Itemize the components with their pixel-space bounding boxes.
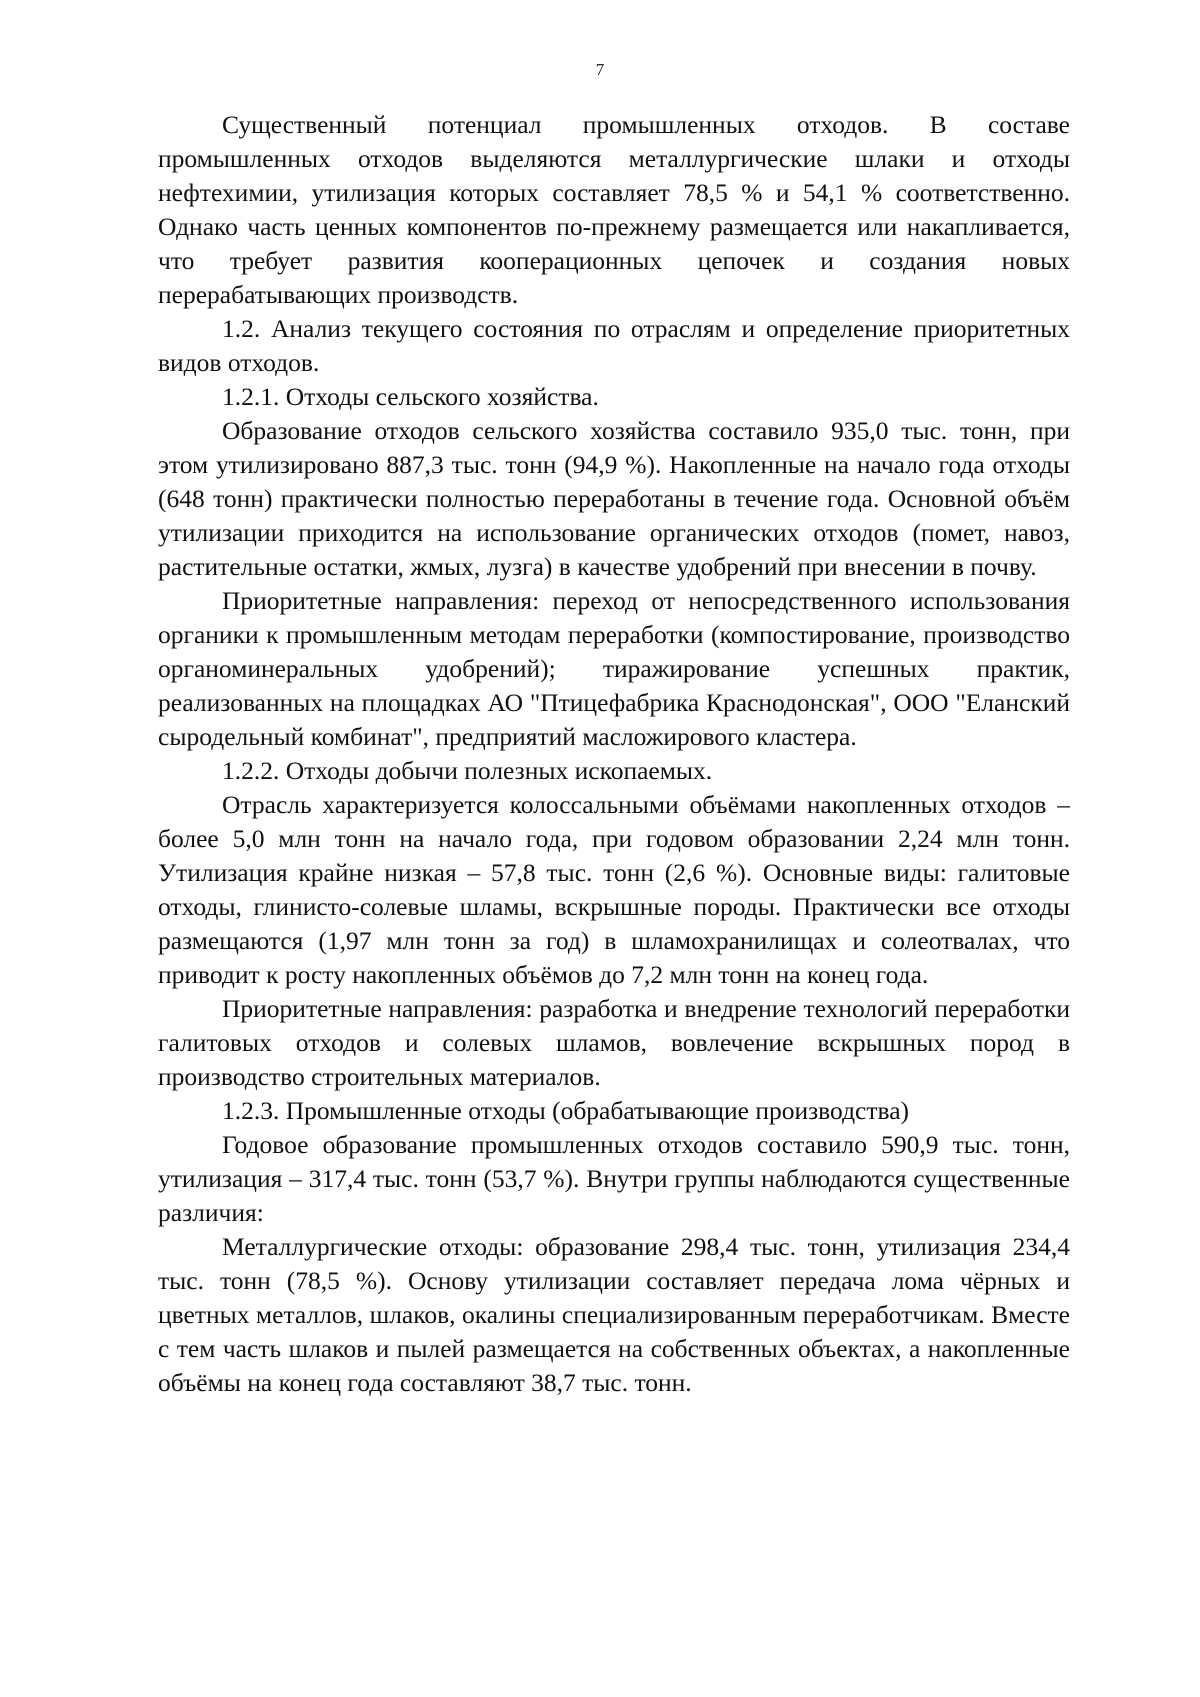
paragraph-metallurgical-waste: Металлургические отходы: образование 298,4 тыс. тонн, утилизация 234,4 тыс. тонн (78,5 %). Основу утилизации составляет передача лома чёрных и цветных металлов, шлаков, окалины специализированным переработчикам. Вместе с тем часть шлаков и пылей размещается на собственных объектах, а накопленные объёмы на конец года составляют 38,7 тыс. тонн. (158, 1232, 1070, 1397)
paragraph-mining-priorities: Приоритетные направления: разработка и внедрение технологий переработки галитовых отходов и солевых шламов, вовлечение вскрышных пород в производство строительных материалов. (158, 994, 1070, 1091)
section-heading-1-2-3: 1.2.3. Промышленные отходы (обрабатывающие производства) (222, 1096, 910, 1125)
paragraph-mining-waste: Отрасль характеризуется колоссальными объёмами накопленных отходов – более 5,0 млн тонн на начало года, при годовом образовании 2,24 млн тонн. Утилизация крайне низкая – 57,8 тыс. тонн (2,6 %). Основные виды: галитовые отходы, глинисто-солевые шламы, вскрышные породы. Практически все отходы размещаются (1,97 млн тонн за год) в шламохранилищах и солеотвалах, что приводит к росту накопленных объёмов до 7,2 млн тонн на конец года. (158, 790, 1070, 989)
paragraph-industrial-waste: Годовое образование промышленных отходов составило 590,9 тыс. тонн, утилизация – 317,4 тыс. тонн (53,7 %). Внутри группы наблюдаются существенные различия: (158, 1130, 1070, 1227)
section-heading-1-2-2: 1.2.2. Отходы добычи полезных ископаемых. (222, 756, 713, 785)
section-heading-1-2-1: 1.2.1. Отходы сельского хозяйства. (222, 382, 599, 411)
paragraph-agriculture-waste: Образование отходов сельского хозяйства составило 935,0 тыс. тонн, при этом утилизировано 887,3 тыс. тонн (94,9 %). Накопленные на начало года отходы (648 тонн) практически полностью переработаны в течение года. Основной объём утилизации приходится на использование органических отходов (помет, навоз, растительные остатки, жмых, лузга) в качестве удобрений при внесении в почву. (158, 416, 1070, 581)
document-body (158, 108, 1070, 1400)
paragraph-industrial-potential: Существенный потенциал промышленных отходов. В составе промышленных отходов выделяются металлургические шлаки и отходы нефтехимии, утилизация которых составляет 78,5 % и 54,1 % соответственно. Однако часть ценных компонентов по-прежнему размещается или накапливается, что требует развития кооперационных цепочек и создания новых перерабатывающих производств. (158, 110, 1070, 309)
page-number: 7 (595, 60, 605, 79)
section-heading-1-2: 1.2. Анализ текущего состояния по отраслям и определение приоритетных видов отходов. (158, 314, 1070, 377)
paragraph-agriculture-priorities: Приоритетные направления: переход от непосредственного использования органики к промышленным методам переработки (компостирование, производство органоминеральных удобрений); тиражирование успешных практик, реализованных на площадках АО "Птицефабрика Краснодонская", ООО "Еланский сыродельный комбинат", предприятий масложирового кластера. (158, 586, 1070, 751)
